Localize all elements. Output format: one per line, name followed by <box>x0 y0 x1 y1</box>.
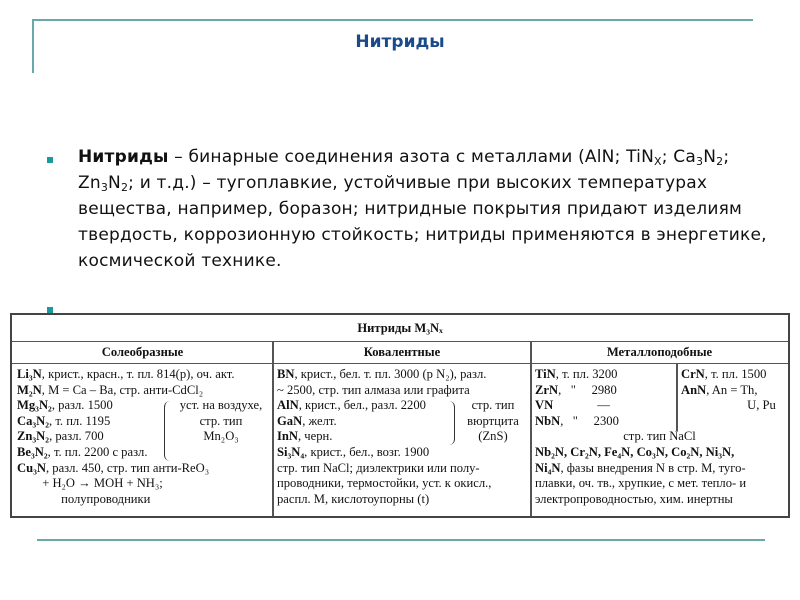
formula: ZrN <box>535 382 559 397</box>
properties: U, Pu <box>681 398 776 413</box>
paragraph-text: 3 <box>696 155 704 168</box>
formula: Zn₃N₂ <box>17 429 50 444</box>
properties: , M = Ca – Ba, стр. анти-CdCl₂ <box>41 382 204 397</box>
properties: — <box>553 398 610 413</box>
table-line <box>277 445 491 461</box>
header-covalent: Ковалентные <box>273 341 531 364</box>
paragraph-text: ; и т.д.) – тугоплавкие, устойчивые при высоких температурах вещества, например, боразон; нитридные покрытия придают изделиям твердость, коррозионную стойкость; нитриды применяются в энергетике, космической технике. <box>78 173 767 271</box>
table-line <box>535 492 746 508</box>
table-line <box>277 367 491 383</box>
properties: , фазы внедрения N в стр. M, туго- <box>560 460 746 475</box>
properties: полупроводники <box>17 491 151 506</box>
metal-like-left <box>535 367 619 429</box>
table-line <box>17 367 235 383</box>
footer-line <box>37 539 765 541</box>
note-line: вюртцита <box>467 413 519 428</box>
paragraph-text: 2 <box>716 155 724 168</box>
table-line <box>535 476 746 492</box>
metal-like-interstitial <box>535 445 746 507</box>
table-line <box>535 383 619 399</box>
subcolumn-divider <box>676 363 678 431</box>
properties: стр. тип NaCl; диэлектрики или полу- <box>277 460 480 475</box>
formula: TiN <box>535 367 556 381</box>
properties: , желт. <box>302 413 337 428</box>
covalent-note <box>458 398 528 445</box>
nitrides-table <box>10 313 790 518</box>
formula: Li₃N <box>17 367 42 381</box>
properties: , черн. <box>298 429 333 444</box>
header-salt-like: Солеобразные <box>12 341 273 364</box>
paragraph-text: N <box>703 147 717 167</box>
table-line <box>535 414 619 430</box>
properties: , " 2980 <box>558 382 617 397</box>
properties: , т. пл. 1500 <box>704 367 767 381</box>
table-line <box>277 383 491 399</box>
table-line <box>17 445 235 461</box>
paragraph-text: 2 <box>120 181 129 194</box>
formula: Cu₃N <box>17 460 46 475</box>
properties: , т. пл. 3200 <box>555 367 618 381</box>
table-line <box>681 383 776 399</box>
properties: проводники, термостойки, уст. к окисл., <box>277 476 492 491</box>
properties: ~ 2500, стр. тип алмаза или графита <box>277 382 470 397</box>
properties: , крист., красн., т. пл. 814(p), оч. акт. <box>41 367 235 381</box>
note-line: Mn₂O₃ <box>203 429 239 444</box>
properties: плавки, оч. тв., хрупкие, с мет. тепло- и <box>535 476 747 491</box>
paragraph-text: 3 <box>100 181 109 194</box>
paragraph-text: N <box>108 173 121 193</box>
formula: Ca₃N₂ <box>17 413 50 428</box>
bullet-icon <box>47 157 53 163</box>
formula: M₂N <box>17 382 42 397</box>
paragraph-text: – бинарные соединения азота с металлами (AlN; TiN <box>168 147 655 167</box>
formula: Mg₃N₂ <box>17 398 52 413</box>
formula: AnN <box>681 382 707 397</box>
formula: VN <box>535 398 554 413</box>
term: Нитриды <box>78 147 169 167</box>
formula: GaN <box>277 413 303 428</box>
properties: электропроводностью, хим. инертны <box>535 491 733 506</box>
title-frame-top-line <box>32 19 753 21</box>
metal-like-right <box>681 367 776 414</box>
properties: , разл. 700 <box>49 429 104 444</box>
formula: BN <box>277 367 295 381</box>
brace <box>164 401 170 461</box>
properties: распл. M, кислотоупорны (t) <box>277 491 430 506</box>
properties: , крист., бел. т. пл. 3000 (p N₂), разл. <box>294 367 487 381</box>
note-line: уст. на воздухе, <box>179 398 263 413</box>
paragraph-text: ; Ca <box>661 147 696 167</box>
table-line <box>681 398 776 414</box>
table-line <box>681 367 776 383</box>
properties: , т. пл. 1195 <box>49 413 111 428</box>
properties: , крист., бел., разл. 2200 <box>298 398 426 413</box>
properties: , разл. 450, стр. тип анти-ReO₃ <box>45 460 210 475</box>
table-line <box>17 492 235 508</box>
table-line <box>535 367 619 383</box>
properties: , " 2300 <box>560 413 619 428</box>
table-line <box>535 461 746 477</box>
formula: InN <box>277 429 298 444</box>
metal-like-structure: стр. тип NaCl <box>623 429 696 444</box>
properties: , разл. 1500 <box>51 398 113 413</box>
properties: , крист., бел., возг. 1900 <box>304 444 430 459</box>
table-line <box>17 383 235 399</box>
salt-like-note <box>172 398 270 445</box>
properties: , т. пл. 2200 с разл. <box>47 444 148 459</box>
table-line <box>277 461 491 477</box>
formula: Si₃N₄ <box>277 444 305 459</box>
formula: Nb₂N, Cr₂N, Fe₄N, Co₃N, Co₂N, Ni₃N, <box>535 445 735 459</box>
paragraph-text: ; Zn <box>78 147 730 193</box>
header-metal-like: Металлоподобные <box>531 341 788 364</box>
note-line: стр. тип <box>199 413 243 428</box>
table-line <box>535 398 619 414</box>
properties: + H₂O → MOH + NH₃; <box>17 476 163 491</box>
table-line <box>535 445 746 461</box>
formula: Be₃N₂ <box>17 444 48 459</box>
formula: AlN <box>277 398 299 413</box>
column-divider <box>272 341 274 516</box>
slide-title: Нитриды <box>355 32 445 52</box>
table-title: Нитриды M₃Nₓ <box>12 315 788 342</box>
definition-paragraph <box>78 144 768 274</box>
table-line <box>17 476 235 492</box>
formula: NbN <box>535 413 561 428</box>
formula: Ni₄N <box>535 460 561 475</box>
table-line <box>277 492 491 508</box>
formula: CrN <box>681 367 705 381</box>
note-line: (ZnS) <box>478 429 508 444</box>
table-line <box>277 476 491 492</box>
brace <box>449 401 455 445</box>
note-line: стр. тип <box>471 398 515 413</box>
paragraph-text: X <box>654 155 662 168</box>
table-line <box>17 461 235 477</box>
properties: , An = Th, <box>706 382 758 397</box>
